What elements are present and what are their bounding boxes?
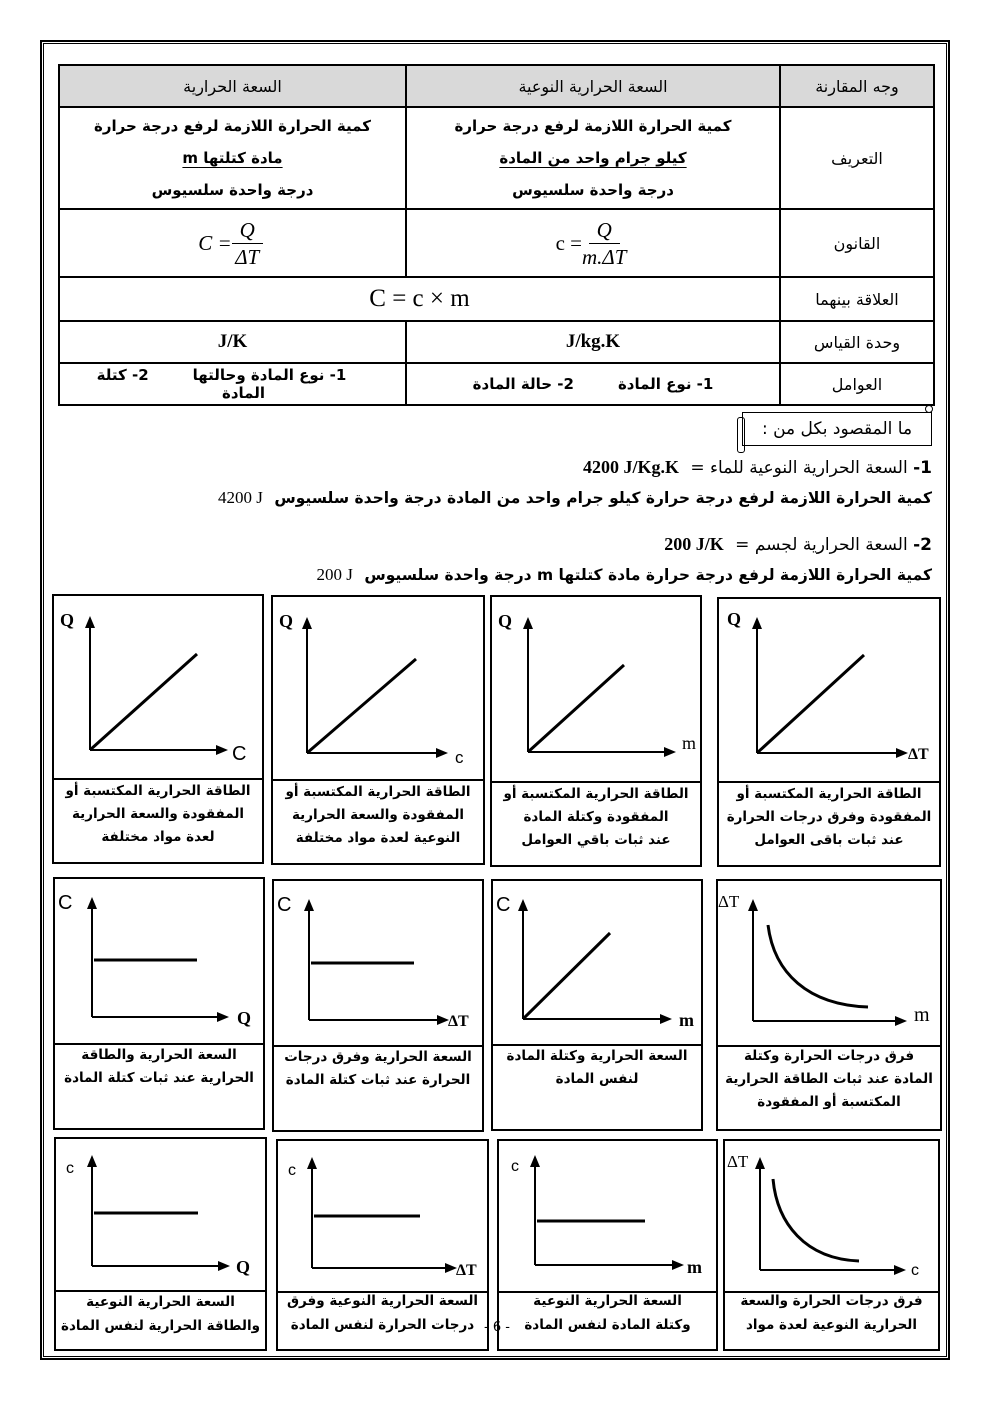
question-number: 1- (913, 458, 932, 478)
graph-caption: السعة الحرارية النوعية وكتلة المادة لنفس المادة (524, 1293, 691, 1333)
line-chart-icon (493, 881, 701, 1042)
graph-plot (719, 599, 939, 783)
svg-text:c: c (511, 1158, 519, 1175)
factor-item: 1- نوع المادة (617, 375, 714, 393)
graph-plot (493, 881, 701, 1046)
curve-chart-icon (725, 1141, 938, 1289)
svg-text:c: c (66, 1160, 74, 1177)
graph-caption: السعة الحرارية وكتلة المادة لنفس المادة (506, 1048, 688, 1087)
line-chart-icon (719, 599, 939, 779)
table-row-relation (59, 277, 934, 321)
graph-caption: الطاقة الحرارية المكتسبة أو المفقودة وكتلة المادة عند ثبات باقي العوامل (503, 786, 689, 848)
answer-text: كمية الحرارة اللازمة لرفع درجة حرارة كيلو جرام واحد من المادة درجة واحدة سلسيوس (274, 489, 932, 507)
unit-heat-capacity: J/K (59, 321, 406, 363)
section-title-scroll (742, 412, 932, 446)
curve-chart-icon (718, 881, 940, 1043)
row-label: التعريف (780, 107, 934, 209)
graph-plot (56, 1139, 265, 1292)
svg-text:C: C (58, 892, 73, 914)
svg-text:c: c (911, 1262, 919, 1279)
definition-line: كيلو جرام واحد من المادة (499, 149, 687, 167)
graph-plot (718, 881, 940, 1047)
svg-text:c: c (455, 748, 464, 767)
question-1 (583, 457, 932, 478)
factor-item: 2- حالة المادة (472, 375, 574, 393)
line-chart-icon (499, 1141, 716, 1289)
graph-plot (274, 881, 482, 1047)
question-2 (664, 534, 932, 555)
graph-plot (499, 1141, 716, 1293)
svg-text:ΔT: ΔT (727, 1152, 749, 1171)
factor-item: 1- نوع المادة وحالتها (192, 366, 347, 384)
graph-C-vs-deltaT (272, 879, 484, 1132)
numerator: Q (232, 217, 263, 244)
page-number: - 6 - (484, 1320, 510, 1335)
line-chart-icon (54, 596, 262, 776)
graph-c-vs-deltaT (276, 1139, 489, 1351)
formula-heat-capacity (59, 209, 406, 277)
line-chart-icon (492, 597, 700, 779)
svg-text:c: c (288, 1162, 296, 1179)
graph-C-vs-m (491, 879, 703, 1131)
definition-line: كمية الحرارة اللازمة لرفع درجة حرارة (94, 117, 371, 135)
definition-specific-heat (406, 107, 780, 209)
graph-caption: الطاقة الحرارية المكتسبة أو المفقودة وفرق درجات الحرارة عند ثبات باقى العوامل (726, 786, 932, 848)
definition-line: كمية الحرارة اللازمة لرفع درجة حرارة (454, 117, 732, 135)
line-chart-icon (55, 879, 263, 1041)
denominator: m.ΔT (582, 244, 627, 269)
section-title: ما المقصود بكل من : (761, 419, 913, 439)
answer-value: 200 J (316, 565, 353, 584)
svg-text:ΔT: ΔT (448, 1013, 469, 1030)
svg-text:ΔT: ΔT (718, 892, 740, 911)
answer-text: كمية الحرارة اللازمة لرفع درجة حرارة مادة كتلتها m درجة واحدة سلسيوس (364, 566, 932, 584)
graph-deltaT-vs-c (723, 1139, 940, 1351)
formula-specific-heat (406, 209, 780, 277)
denominator: ΔT (235, 244, 260, 269)
graph-caption: السعة الحرارية والطاقة الحرارية عند ثبات كتلة المادة (64, 1047, 254, 1086)
graph-plot (54, 596, 262, 780)
header-specific-heat: السعة الحرارية النوعية (406, 65, 780, 107)
graph-caption: فرق درجات الحرارة وكتلة المادة عند ثبات الطاقة الحرارية المكتسبة أو المفقودة (725, 1048, 933, 1110)
factors-heat-capacity (59, 363, 406, 405)
row-label: القانون (780, 209, 934, 277)
formula-lhs: C = (198, 230, 232, 255)
svg-text:Q: Q (236, 1257, 251, 1277)
table-header-row (59, 65, 934, 107)
graph-plot (492, 597, 700, 783)
row-label: العلاقة بينهما (780, 277, 934, 321)
factor-item: 2- كتلة المادة (96, 366, 265, 402)
relation-formula (59, 277, 780, 321)
svg-text:ΔT: ΔT (908, 746, 929, 763)
svg-text:m: m (679, 1010, 694, 1030)
table-row-law (59, 209, 934, 277)
definition-line: درجة واحدة سلسيوس (151, 181, 314, 199)
unit-specific-heat: J/kg.K (406, 321, 780, 363)
header-comparison-aspect: وجه المقارنة (780, 65, 934, 107)
svg-text:Q: Q (498, 611, 513, 631)
graph-c-vs-Q (54, 1137, 267, 1351)
question-number: 2- (913, 535, 932, 555)
question-value: 200 J/K (664, 534, 724, 554)
fraction (582, 217, 626, 270)
svg-text:ΔT: ΔT (456, 1262, 477, 1279)
svg-text:C: C (277, 894, 292, 916)
question-value: 4200 J/Kg.K (582, 457, 679, 477)
factors-specific-heat (406, 363, 780, 405)
svg-text:C: C (496, 894, 511, 916)
line-chart-icon (274, 881, 482, 1043)
line-chart-icon (56, 1139, 265, 1288)
graph-plot (55, 879, 263, 1045)
svg-text:Q: Q (279, 611, 294, 631)
graph-plot (273, 597, 483, 781)
formula-lhs: c = (555, 230, 582, 255)
graph-c-vs-m (497, 1139, 718, 1351)
answer-1 (218, 488, 932, 508)
graph-caption: السعة الحرارية وفرق درجات الحرارة عند ثبات كتلة المادة (284, 1049, 472, 1088)
comparison-table (58, 64, 935, 406)
line-chart-icon (278, 1141, 487, 1289)
definition-heat-capacity (59, 107, 406, 209)
definition-line: مادة كتلتها m (182, 149, 283, 167)
svg-text:m: m (687, 1257, 702, 1277)
graph-C-vs-Q (53, 877, 265, 1130)
definition-line: درجة واحدة سلسيوس (512, 181, 674, 199)
fraction (232, 217, 263, 270)
question-text: السعة الحرارية لجسم = (735, 535, 908, 555)
numerator: Q (589, 217, 620, 244)
table-row-factors (59, 363, 934, 405)
row-label: وحدة القياس (780, 321, 934, 363)
line-chart-icon (273, 597, 483, 777)
graph-plot (725, 1141, 938, 1293)
header-heat-capacity: السعة الحرارية (59, 65, 406, 107)
svg-text:m: m (682, 733, 697, 753)
graph-q-vs-deltaT (717, 597, 941, 867)
graph-caption: السعة الحرارية النوعية والطاقة الحرارية لنفس المادة (60, 1294, 260, 1334)
graph-caption: فرق درجات الحرارة والسعة الحرارية النوعية لعدة مواد (740, 1293, 923, 1333)
graph-plot (278, 1141, 487, 1293)
svg-text:C: C (232, 743, 247, 765)
graph-q-vs-C (52, 594, 264, 864)
svg-text:Q: Q (727, 609, 742, 629)
graph-caption: الطاقة الحرارية المكتسبة أو المفقودة والسعة الحرارية النوعية لعدة مواد مختلفة (285, 784, 471, 846)
graph-caption: السعة الحرارية النوعية وفرق درجات الحرارة لنفس المادة (286, 1293, 479, 1333)
table-row-unit (59, 321, 934, 363)
relation-value: C = c × m (369, 285, 470, 312)
answer-value: 4200 J (218, 488, 263, 507)
graph-q-vs-m (490, 595, 702, 867)
svg-text:m: m (914, 1004, 930, 1026)
graph-deltaT-vs-m (716, 879, 942, 1131)
graph-caption: الطاقة الحرارية المكتسبة أو المفقودة والسعة الحرارية لعدة مواد مختلفة (65, 783, 251, 845)
svg-text:Q: Q (237, 1008, 252, 1028)
question-text: السعة الحرارية النوعية للماء = (690, 458, 908, 478)
graph-q-vs-c (271, 595, 485, 865)
answer-2 (317, 565, 932, 585)
row-label: العوامل (780, 363, 934, 405)
table-row-definition (59, 107, 934, 209)
svg-text:Q: Q (60, 610, 75, 630)
